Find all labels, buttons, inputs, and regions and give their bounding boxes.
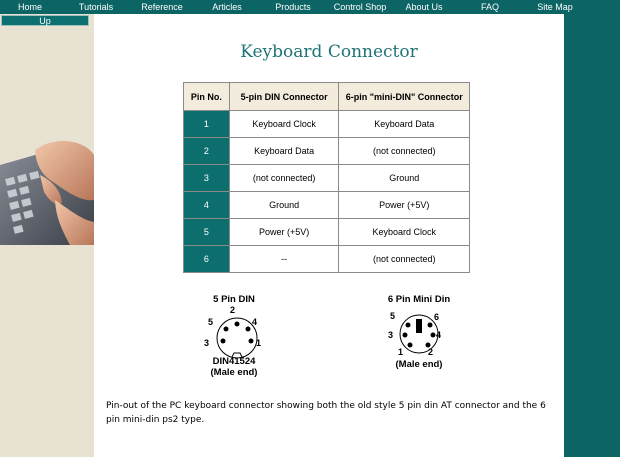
din5-cell: Keyboard Clock <box>229 111 339 138</box>
pin-number-cell: 3 <box>184 165 230 192</box>
mini6-cell: (not connected) <box>339 138 470 165</box>
pin-number-cell: 1 <box>184 111 230 138</box>
nav-tutorials-link[interactable]: Tutorials <box>78 2 114 12</box>
main-content <box>94 14 564 457</box>
keyboard-typing-icon <box>0 130 94 245</box>
table-row <box>184 138 470 165</box>
din5-cell: Keyboard Data <box>229 138 339 165</box>
nav-about-us-link[interactable]: About Us <box>405 2 443 12</box>
table-row <box>184 165 470 192</box>
din5-pin-label: 2 <box>230 305 236 315</box>
table-row <box>184 246 470 273</box>
mini6-pin-label: 2 <box>428 347 434 357</box>
din5-title: 5 Pin DIN <box>213 294 255 305</box>
mini6-cell: Power (+5V) <box>339 192 470 219</box>
pin-number-cell: 4 <box>184 192 230 219</box>
din5-cell: -- <box>229 246 339 273</box>
top-navigation-bar <box>0 0 620 14</box>
nav-products-link[interactable]: Products <box>275 2 311 12</box>
mini6-cell: (not connected) <box>339 246 470 273</box>
nav-control-shop-link[interactable]: Control Shop <box>333 2 387 12</box>
mini6-pin-label: 4 <box>436 330 442 340</box>
mini6-pin-label: 1 <box>398 347 404 357</box>
din5-cell: Ground <box>229 192 339 219</box>
din5-note: (Male end) <box>210 367 258 378</box>
keyboard-typing-photo <box>0 130 94 245</box>
nav-reference-link[interactable]: Reference <box>141 2 183 12</box>
pin-number-cell: 6 <box>184 246 230 273</box>
page-title: Keyboard Connector <box>240 42 418 62</box>
din5-pin-label: 1 <box>256 338 262 348</box>
din5-pin-label: 4 <box>252 317 258 327</box>
header-5pin-din: 5-pin DIN Connector <box>229 83 339 111</box>
mini6-title: 6 Pin Mini Din <box>387 294 451 305</box>
mini6-pin-label: 5 <box>390 311 396 321</box>
mini6-cell: Keyboard Data <box>339 111 470 138</box>
mini6-pin-label: 6 <box>434 312 440 322</box>
table-row <box>184 111 470 138</box>
header-pin-no: Pin No. <box>184 83 230 111</box>
nav-home-link[interactable]: Home <box>17 2 42 12</box>
table-header-row <box>184 83 470 111</box>
mini6-pin-label: 3 <box>388 330 394 340</box>
din5-pin-label: 3 <box>204 338 210 348</box>
up-button[interactable]: Up <box>1 15 89 26</box>
caption-text: Pin-out of the PC keyboard connector showing both the old style 5 pin din AT connector and the 6 pin mini-din ps2 type. <box>106 401 546 425</box>
mini6-cell: Keyboard Clock <box>339 219 470 246</box>
pin-number-cell: 2 <box>184 138 230 165</box>
table-row <box>184 219 470 246</box>
din5-pin-label: 5 <box>208 317 214 327</box>
nav-site-map-link[interactable]: Site Map <box>537 2 573 12</box>
right-decorative-band <box>564 14 620 457</box>
table-row <box>184 192 470 219</box>
nav-faq-link[interactable]: FAQ <box>480 2 499 12</box>
mini6-cell: Ground <box>339 165 470 192</box>
din5-cell: (not connected) <box>229 165 339 192</box>
header-6pin-mini-din: 6-pin "mini-DIN" Connector <box>339 83 470 111</box>
pin-number-cell: 5 <box>184 219 230 246</box>
din5-model: DIN41524 <box>212 356 256 367</box>
nav-articles-link[interactable]: Articles <box>212 2 242 12</box>
pinout-table <box>183 82 470 273</box>
mini6-note: (Male end) <box>395 359 443 370</box>
din5-cell: Power (+5V) <box>229 219 339 246</box>
